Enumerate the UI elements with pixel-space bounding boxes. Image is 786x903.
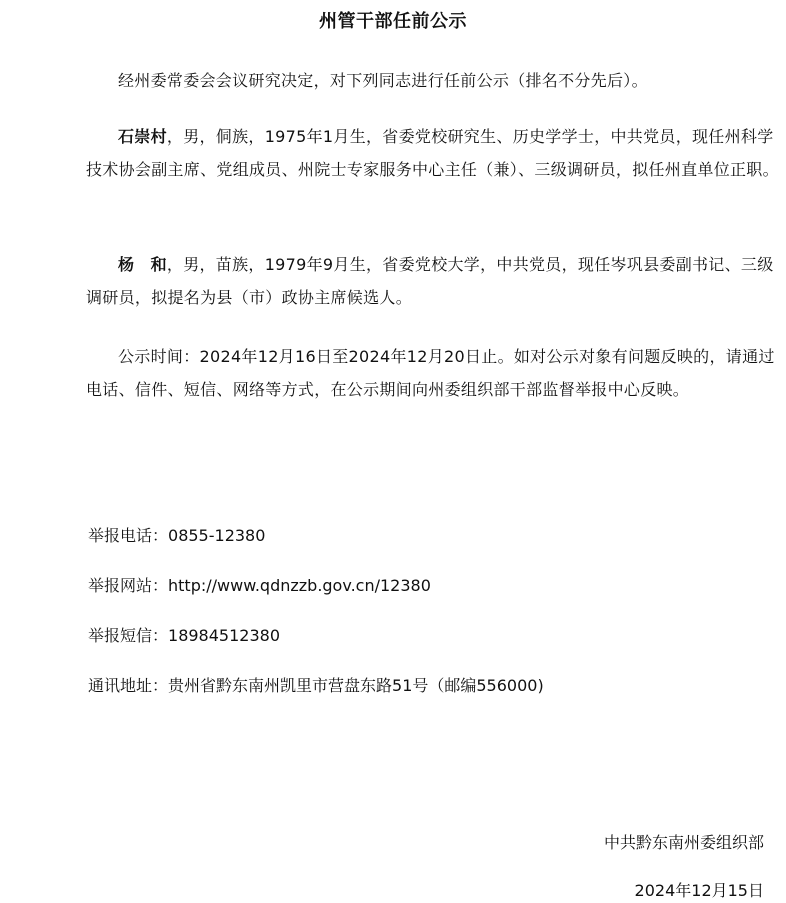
report-sms-label: 举报短信： (88, 626, 169, 645)
mailing-address (88, 674, 544, 698)
signature-date: 2024年12月15日 (634, 881, 764, 900)
candidate-details: ，男，侗族，1975年1月生，省委党校研究生、历史学学士，中共党员，现任州科学技术协会副主席、党组成员、州院士专家服务中心主任（兼）、三级调研员，拟任州直单位正职。 (86, 127, 779, 179)
report-sms-value: 18984512380 (168, 626, 280, 645)
candidate-name: 杨 和 (118, 255, 167, 274)
report-phone-label: 举报电话： (88, 526, 169, 545)
signature-organization: 中共黔东南州委组织部 (603, 833, 764, 852)
candidate-details: ，男，苗族，1979年9月生，省委党校大学，中共党员，现任岑巩县委副书记、三级调研员，拟提名为县（市）政协主席候选人。 (86, 255, 774, 307)
notice-period-paragraph: 公示时间：2024年12月16日至2024年12月20日止。如对公示对象有问题反映的，请通过电话、信件、短信、网络等方式，在公示期间向州委组织部干部监督举报中心反映。 (86, 347, 775, 399)
report-phone (88, 524, 265, 548)
report-website-link[interactable]: http://www.qdnzzb.gov.cn/12380 (168, 576, 431, 595)
document-title: 州管干部任前公示 (319, 11, 467, 32)
report-website (88, 574, 431, 598)
mailing-address-label: 通讯地址： (88, 676, 169, 695)
report-website-label: 举报网站： (88, 576, 169, 595)
candidate-paragraph (86, 120, 786, 186)
report-sms (88, 624, 280, 648)
report-phone-value: 0855-12380 (168, 526, 266, 545)
mailing-address-value: 贵州省黔东南州凯里市营盘东路51号（邮编556000) (168, 676, 544, 695)
candidate-name: 石崇村 (118, 127, 167, 146)
candidate-paragraph (86, 248, 786, 314)
intro-paragraph: 经州委常委会会议研究决定，对下列同志进行任前公示（排名不分先后）。 (118, 71, 648, 90)
